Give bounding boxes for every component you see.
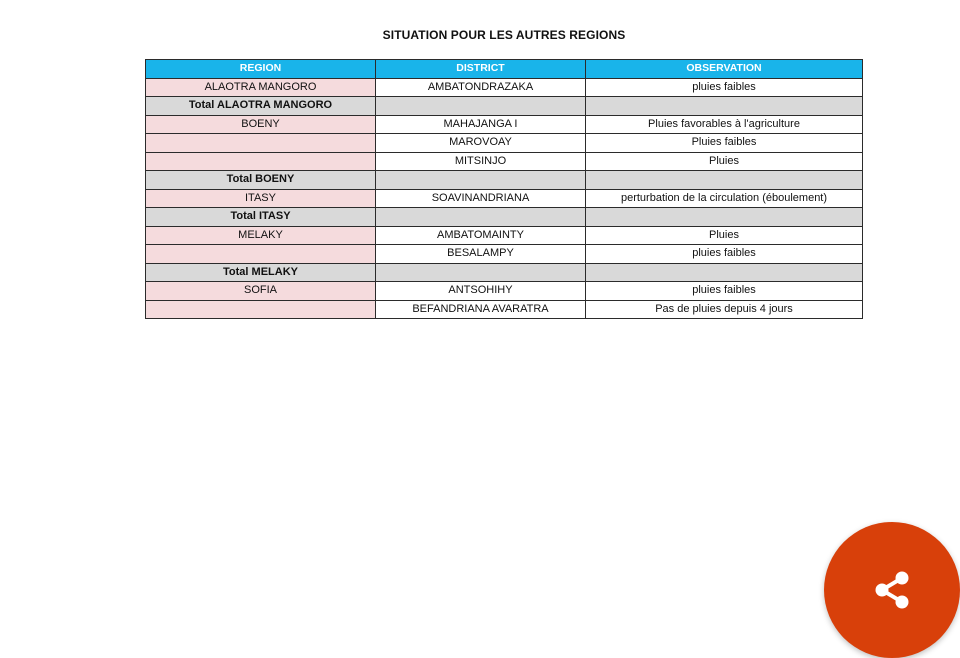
district-cell: BESALAMPY: [376, 245, 586, 264]
observation-cell: [586, 263, 863, 282]
total-label: Total ITASY: [146, 208, 376, 227]
total-label: Total ALAOTRA MANGORO: [146, 97, 376, 116]
region-situation-table: [145, 59, 863, 319]
table-row: [146, 115, 863, 134]
district-cell: [376, 263, 586, 282]
district-cell: MAROVOAY: [376, 134, 586, 153]
observation-cell: pluies faibles: [586, 245, 863, 264]
total-label: Total MELAKY: [146, 263, 376, 282]
district-cell: ANTSOHIHY: [376, 282, 586, 301]
observation-cell: Pluies: [586, 152, 863, 171]
header-region: REGION: [146, 60, 376, 79]
district-cell: MAHAJANGA I: [376, 115, 586, 134]
table-row: [146, 226, 863, 245]
header-observation: OBSERVATION: [586, 60, 863, 79]
observation-cell: Pluies faibles: [586, 134, 863, 153]
region-cell: [146, 152, 376, 171]
observation-cell: perturbation de la circulation (éboulement): [586, 189, 863, 208]
share-icon: [870, 568, 914, 612]
region-cell: [146, 300, 376, 319]
region-cell: [146, 245, 376, 264]
observation-cell: Pas de pluies depuis 4 jours: [586, 300, 863, 319]
table-row: [146, 189, 863, 208]
observation-cell: [586, 208, 863, 227]
observation-cell: [586, 97, 863, 116]
observation-cell: pluies faibles: [586, 282, 863, 301]
region-cell: ALAOTRA MANGORO: [146, 78, 376, 97]
observation-cell: [586, 171, 863, 190]
district-cell: AMBATOMAINTY: [376, 226, 586, 245]
table-row: [146, 134, 863, 153]
district-cell: SOAVINANDRIANA: [376, 189, 586, 208]
table-row: [146, 282, 863, 301]
table-row: [146, 152, 863, 171]
region-cell: ITASY: [146, 189, 376, 208]
district-cell: [376, 97, 586, 116]
district-cell: [376, 208, 586, 227]
table-row: [146, 245, 863, 264]
total-row: [146, 97, 863, 116]
observation-cell: Pluies: [586, 226, 863, 245]
total-row: [146, 208, 863, 227]
header-district: DISTRICT: [376, 60, 586, 79]
total-row: [146, 171, 863, 190]
district-cell: BEFANDRIANA AVARATRA: [376, 300, 586, 319]
district-cell: AMBATONDRAZAKA: [376, 78, 586, 97]
total-row: [146, 263, 863, 282]
table-row: [146, 78, 863, 97]
total-label: Total BOENY: [146, 171, 376, 190]
region-cell: BOENY: [146, 115, 376, 134]
observation-cell: pluies faibles: [586, 78, 863, 97]
district-cell: [376, 171, 586, 190]
region-cell: MELAKY: [146, 226, 376, 245]
region-cell: SOFIA: [146, 282, 376, 301]
table-header-row: [146, 60, 863, 79]
share-button[interactable]: [824, 522, 960, 658]
observation-cell: Pluies favorables à l'agriculture: [586, 115, 863, 134]
page-title: SITUATION POUR LES AUTRES REGIONS: [382, 28, 626, 42]
region-cell: [146, 134, 376, 153]
table-row: [146, 300, 863, 319]
district-cell: MITSINJO: [376, 152, 586, 171]
